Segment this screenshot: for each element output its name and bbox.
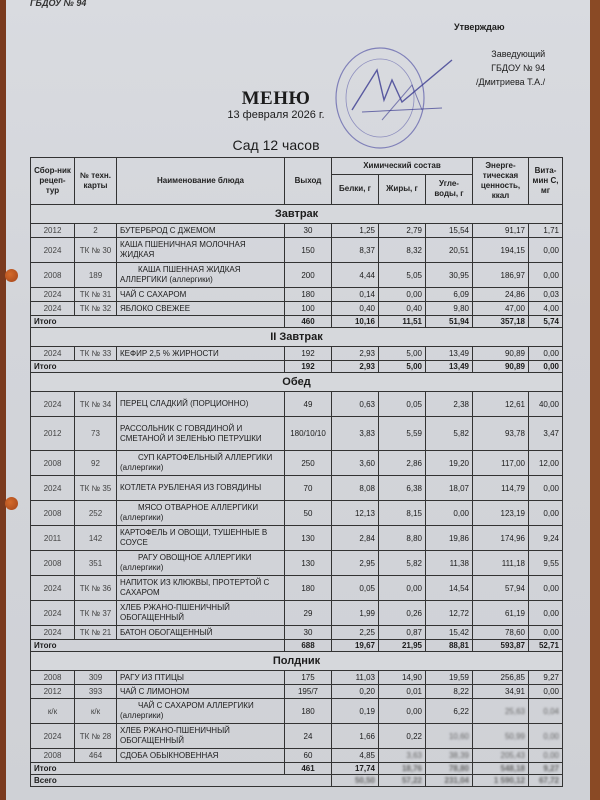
cell-protein: 0,20 xyxy=(332,685,379,699)
cell-output: 60 xyxy=(285,749,332,763)
cell-fat: 5,59 xyxy=(379,417,426,451)
cell-fat: 0,26 xyxy=(379,601,426,626)
table-row xyxy=(31,601,563,626)
cell-vitc: 0,03 xyxy=(529,288,563,302)
cell-vitc: 0,00 xyxy=(529,576,563,601)
cell-carbs: 19,59 xyxy=(426,671,473,685)
col-chem-group: Химический состав xyxy=(332,158,473,175)
cell-collection-year: 2012 xyxy=(31,685,75,699)
cell-carbs: 9,80 xyxy=(426,302,473,316)
total-output: 192 xyxy=(285,361,332,373)
cell-vitc: 4,00 xyxy=(529,302,563,316)
section-total-row xyxy=(31,640,563,652)
cell-output: 29 xyxy=(285,601,332,626)
cell-output: 180/10/10 xyxy=(285,417,332,451)
table-row xyxy=(31,699,563,724)
cell-tech-card: ТК № 21 xyxy=(75,626,117,640)
cell-fat: 5,05 xyxy=(379,263,426,288)
cell-fat: 2,86 xyxy=(379,451,426,476)
group-title: Сад 12 часов xyxy=(232,137,320,153)
cell-vitc: 12,00 xyxy=(529,451,563,476)
cell-fat: 0,00 xyxy=(379,288,426,302)
total-carbs: 51,94 xyxy=(426,316,473,328)
cell-tech-card: 464 xyxy=(75,749,117,763)
col-dish-name: Наименование блюда xyxy=(117,158,285,205)
cell-carbs: 11,38 xyxy=(426,551,473,576)
section-total-row xyxy=(31,763,563,775)
cell-vitc: 0,00 xyxy=(529,626,563,640)
cell-carbs: 5,82 xyxy=(426,417,473,451)
table-row xyxy=(31,263,563,288)
cell-protein: 8,08 xyxy=(332,476,379,501)
cell-fat: 2,79 xyxy=(379,224,426,238)
total-output: 461 xyxy=(285,763,332,775)
total-label: Итого xyxy=(31,316,285,328)
cell-collection-year: 2024 xyxy=(31,302,75,316)
cell-protein: 0,63 xyxy=(332,392,379,417)
col-carbs: Угле-воды, г xyxy=(426,174,473,204)
cell-protein: 1,66 xyxy=(332,724,379,749)
cell-dish-name: МЯСО ОТВАРНОЕ АЛЛЕРГИКИ (аллергики) xyxy=(117,501,285,526)
cell-dish-name: ХЛЕБ РЖАНО-ПШЕНИЧНЫЙ ОБОГАЩЕННЫЙ xyxy=(117,601,285,626)
cell-protein: 12,13 xyxy=(332,501,379,526)
total-vitc: 0,00 xyxy=(529,361,563,373)
section-title: Полдник xyxy=(31,652,563,671)
cell-fat: 0,22 xyxy=(379,724,426,749)
cell-energy: 47,00 xyxy=(473,302,529,316)
cell-energy: 205,43 xyxy=(473,749,529,763)
cell-protein: 2,25 xyxy=(332,626,379,640)
col-energy: Энерге-тическая ценность, ккал xyxy=(473,158,529,205)
cell-tech-card: ТК № 33 xyxy=(75,347,117,361)
cell-vitc: 0,00 xyxy=(529,347,563,361)
cell-dish-name: ЧАЙ С САХАРОМ АЛЛЕРГИКИ (аллергики) xyxy=(117,699,285,724)
cell-output: 250 xyxy=(285,451,332,476)
cell-dish-name: КАРТОФЕЛЬ И ОВОЩИ, ТУШЕННЫЕ В СОУСЕ xyxy=(117,526,285,551)
total-fat: 5,00 xyxy=(379,361,426,373)
cell-carbs: 15,42 xyxy=(426,626,473,640)
cell-vitc: 0,04 xyxy=(529,699,563,724)
cell-energy: 78,60 xyxy=(473,626,529,640)
cell-output: 24 xyxy=(285,724,332,749)
cell-output: 130 xyxy=(285,526,332,551)
cell-tech-card: 92 xyxy=(75,451,117,476)
approver-block xyxy=(476,47,545,89)
cell-tech-card: 309 xyxy=(75,671,117,685)
approver-org: ГБДОУ № 94 xyxy=(491,63,546,73)
total-energy: 357,18 xyxy=(473,316,529,328)
cell-fat: 8,80 xyxy=(379,526,426,551)
cell-carbs: 15,54 xyxy=(426,224,473,238)
page-title: МЕНЮ xyxy=(241,88,311,109)
cell-tech-card: 351 xyxy=(75,551,117,576)
cell-energy: 123,19 xyxy=(473,501,529,526)
cell-protein: 2,93 xyxy=(332,347,379,361)
pin-dot-icon xyxy=(5,497,18,510)
menu-table xyxy=(30,157,563,787)
total-energy: 593,87 xyxy=(473,640,529,652)
cell-collection-year: 2024 xyxy=(31,724,75,749)
total-vitc: 52,71 xyxy=(529,640,563,652)
cell-dish-name: КЕФИР 2,5 % ЖИРНОСТИ xyxy=(117,347,285,361)
col-output: Выход xyxy=(285,158,332,205)
grand-total-label: Всего xyxy=(31,775,332,787)
total-vitc: 5,74 xyxy=(529,316,563,328)
cell-dish-name: ЯБЛОКО СВЕЖЕЕ xyxy=(117,302,285,316)
cell-collection-year: 2012 xyxy=(31,224,75,238)
cell-protein: 1,99 xyxy=(332,601,379,626)
col-protein: Белки, г xyxy=(332,174,379,204)
cell-carbs: 0,00 xyxy=(426,501,473,526)
approve-label: Утверждаю xyxy=(454,22,505,32)
cell-carbs: 6,09 xyxy=(426,288,473,302)
cell-fat: 0,40 xyxy=(379,302,426,316)
cell-carbs: 6,22 xyxy=(426,699,473,724)
cell-output: 100 xyxy=(285,302,332,316)
cell-carbs: 10,60 xyxy=(426,724,473,749)
cell-fat: 8,32 xyxy=(379,238,426,263)
total-label: Итого xyxy=(31,361,285,373)
cell-carbs: 18,07 xyxy=(426,476,473,501)
table-row xyxy=(31,238,563,263)
cell-energy: 186,97 xyxy=(473,263,529,288)
col-fat: Жиры, г xyxy=(379,174,426,204)
cell-collection-year: 2024 xyxy=(31,576,75,601)
cell-carbs: 19,20 xyxy=(426,451,473,476)
table-row xyxy=(31,476,563,501)
cell-fat: 0,87 xyxy=(379,626,426,640)
cell-output: 30 xyxy=(285,224,332,238)
cell-protein: 3,60 xyxy=(332,451,379,476)
cell-collection-year: 2008 xyxy=(31,501,75,526)
cell-protein: 2,95 xyxy=(332,551,379,576)
total-protein: 19,67 xyxy=(332,640,379,652)
cell-vitc: 0,00 xyxy=(529,749,563,763)
grand-total-row xyxy=(31,775,563,787)
cell-protein: 0,40 xyxy=(332,302,379,316)
cell-carbs: 2,38 xyxy=(426,392,473,417)
menu-document xyxy=(6,0,590,800)
cell-dish-name: БАТОН ОБОГАЩЕННЫЙ xyxy=(117,626,285,640)
cell-dish-name: НАПИТОК ИЗ КЛЮКВЫ, ПРОТЕРТОЙ С САХАРОМ xyxy=(117,576,285,601)
cell-energy: 93,78 xyxy=(473,417,529,451)
cell-tech-card: ТК № 34 xyxy=(75,392,117,417)
table-row xyxy=(31,224,563,238)
cell-carbs: 14,54 xyxy=(426,576,473,601)
cell-fat: 14,90 xyxy=(379,671,426,685)
table-row xyxy=(31,526,563,551)
total-label: Итого xyxy=(31,763,285,775)
cell-dish-name: КАША ПШЕННАЯ ЖИДКАЯ АЛЛЕРГИКИ (аллергики) xyxy=(117,263,285,288)
cell-vitc: 9,55 xyxy=(529,551,563,576)
cell-dish-name: СУП КАРТОФЕЛЬНЫЙ АЛЛЕРГИКИ (аллергики) xyxy=(117,451,285,476)
menu-date: 13 февраля 2026 г. xyxy=(227,109,325,121)
col-vitamin-c: Вита-мин С, мг xyxy=(529,158,563,205)
cell-vitc: 1,71 xyxy=(529,224,563,238)
cell-energy: 256,85 xyxy=(473,671,529,685)
cell-dish-name: РАССОЛЬНИК С ГОВЯДИНОЙ И СМЕТАНОЙ И ЗЕЛЕНЬЮ ПЕТРУШКИ xyxy=(117,417,285,451)
cell-collection-year: 2008 xyxy=(31,749,75,763)
cell-collection-year: к/к xyxy=(31,699,75,724)
cell-dish-name: ХЛЕБ РЖАНО-ПШЕНИЧНЫЙ ОБОГАЩЕННЫЙ xyxy=(117,724,285,749)
cell-vitc: 9,24 xyxy=(529,526,563,551)
col-collection: Сбор-ник рецеп-тур xyxy=(31,158,75,205)
cell-protein: 1,25 xyxy=(332,224,379,238)
table-row xyxy=(31,551,563,576)
cell-vitc: 0,00 xyxy=(529,263,563,288)
section-header xyxy=(31,328,563,347)
cell-energy: 91,17 xyxy=(473,224,529,238)
total-carbs: 13,49 xyxy=(426,361,473,373)
cell-protein: 0,14 xyxy=(332,288,379,302)
cell-collection-year: 2024 xyxy=(31,347,75,361)
cell-collection-year: 2024 xyxy=(31,392,75,417)
table-row xyxy=(31,576,563,601)
cell-tech-card: ТК № 32 xyxy=(75,302,117,316)
cell-carbs: 20,51 xyxy=(426,238,473,263)
cell-tech-card: к/к xyxy=(75,699,117,724)
cell-collection-year: 2008 xyxy=(31,671,75,685)
cell-collection-year: 2008 xyxy=(31,263,75,288)
cell-fat: 6,38 xyxy=(379,476,426,501)
cell-output: 175 xyxy=(285,671,332,685)
table-row xyxy=(31,392,563,417)
cell-collection-year: 2011 xyxy=(31,526,75,551)
table-row xyxy=(31,417,563,451)
cell-energy: 12,61 xyxy=(473,392,529,417)
cell-output: 180 xyxy=(285,576,332,601)
total-protein: 10,16 xyxy=(332,316,379,328)
cell-dish-name: ЧАЙ С САХАРОМ xyxy=(117,288,285,302)
cell-protein: 2,84 xyxy=(332,526,379,551)
table-row xyxy=(31,501,563,526)
cell-output: 150 xyxy=(285,238,332,263)
cell-collection-year: 2008 xyxy=(31,451,75,476)
cell-energy: 194,15 xyxy=(473,238,529,263)
cell-carbs: 19,86 xyxy=(426,526,473,551)
table-row xyxy=(31,671,563,685)
total-carbs: 78,80 xyxy=(426,763,473,775)
cell-fat: 0,01 xyxy=(379,685,426,699)
cell-fat: 0,00 xyxy=(379,699,426,724)
cell-vitc: 3,47 xyxy=(529,417,563,451)
cell-tech-card: ТК № 28 xyxy=(75,724,117,749)
table-row xyxy=(31,288,563,302)
cell-energy: 50,99 xyxy=(473,724,529,749)
cell-output: 195/7 xyxy=(285,685,332,699)
cell-collection-year: 2024 xyxy=(31,238,75,263)
cell-fat: 0,00 xyxy=(379,576,426,601)
cell-protein: 0,19 xyxy=(332,699,379,724)
grand-total-vitc: 67,72 xyxy=(529,775,563,787)
cell-energy: 174,96 xyxy=(473,526,529,551)
cell-vitc: 9,27 xyxy=(529,671,563,685)
cell-tech-card: 393 xyxy=(75,685,117,699)
section-title: II Завтрак xyxy=(31,328,563,347)
total-carbs: 88,81 xyxy=(426,640,473,652)
cell-tech-card: 73 xyxy=(75,417,117,451)
total-output: 688 xyxy=(285,640,332,652)
total-fat: 18,76 xyxy=(379,763,426,775)
section-title: Завтрак xyxy=(31,205,563,224)
cell-collection-year: 2024 xyxy=(31,476,75,501)
cell-output: 70 xyxy=(285,476,332,501)
total-vitc: 9,27 xyxy=(529,763,563,775)
cell-carbs: 13,49 xyxy=(426,347,473,361)
total-label: Итого xyxy=(31,640,285,652)
cell-energy: 57,94 xyxy=(473,576,529,601)
cell-protein: 8,37 xyxy=(332,238,379,263)
cell-output: 180 xyxy=(285,288,332,302)
cell-tech-card: ТК № 31 xyxy=(75,288,117,302)
section-header xyxy=(31,652,563,671)
table-row xyxy=(31,302,563,316)
grand-total-carbs: 231,04 xyxy=(426,775,473,787)
cell-carbs: 30,95 xyxy=(426,263,473,288)
cell-fat: 0,05 xyxy=(379,392,426,417)
table-row xyxy=(31,749,563,763)
grand-total-protein: 50,50 xyxy=(332,775,379,787)
cell-dish-name: ПЕРЕЦ СЛАДКИЙ (ПОРЦИОННО) xyxy=(117,392,285,417)
cell-collection-year: 2024 xyxy=(31,288,75,302)
table-row xyxy=(31,626,563,640)
total-energy: 90,89 xyxy=(473,361,529,373)
cell-vitc: 40,00 xyxy=(529,392,563,417)
section-total-row xyxy=(31,316,563,328)
cell-tech-card: ТК № 35 xyxy=(75,476,117,501)
cell-tech-card: 2 xyxy=(75,224,117,238)
cell-vitc: 0,00 xyxy=(529,501,563,526)
total-protein: 17,74 xyxy=(332,763,379,775)
cell-tech-card: ТК № 36 xyxy=(75,576,117,601)
table-row xyxy=(31,724,563,749)
cell-tech-card: ТК № 30 xyxy=(75,238,117,263)
section-total-row xyxy=(31,361,563,373)
col-tech-card: № техн. карты xyxy=(75,158,117,205)
cell-output: 49 xyxy=(285,392,332,417)
cell-dish-name: КАША ПШЕНИЧНАЯ МОЛОЧНАЯ ЖИДКАЯ xyxy=(117,238,285,263)
cell-output: 200 xyxy=(285,263,332,288)
cell-protein: 11,03 xyxy=(332,671,379,685)
cell-output: 50 xyxy=(285,501,332,526)
cell-dish-name: РАГУ ИЗ ПТИЦЫ xyxy=(117,671,285,685)
cell-output: 180 xyxy=(285,699,332,724)
cell-dish-name: РАГУ ОВОЩНОЕ АЛЛЕРГИКИ (аллергики) xyxy=(117,551,285,576)
cell-dish-name: ЧАЙ С ЛИМОНОМ xyxy=(117,685,285,699)
cell-collection-year: 2008 xyxy=(31,551,75,576)
cell-collection-year: 2024 xyxy=(31,601,75,626)
cell-fat: 5,00 xyxy=(379,347,426,361)
cell-fat: 8,15 xyxy=(379,501,426,526)
approver-title: Заведующий xyxy=(491,49,546,59)
total-protein: 2,93 xyxy=(332,361,379,373)
cell-protein: 3,83 xyxy=(332,417,379,451)
cell-carbs: 12,72 xyxy=(426,601,473,626)
total-fat: 11,51 xyxy=(379,316,426,328)
pin-dot-icon xyxy=(5,269,18,282)
cell-fat: 3,63 xyxy=(379,749,426,763)
cell-collection-year: 2012 xyxy=(31,417,75,451)
table-row xyxy=(31,347,563,361)
cell-energy: 111,18 xyxy=(473,551,529,576)
cell-vitc: 0,00 xyxy=(529,238,563,263)
cell-protein: 0,05 xyxy=(332,576,379,601)
cell-tech-card: 252 xyxy=(75,501,117,526)
cell-collection-year: 2024 xyxy=(31,626,75,640)
cell-tech-card: 142 xyxy=(75,526,117,551)
total-energy: 548,18 xyxy=(473,763,529,775)
cell-output: 30 xyxy=(285,626,332,640)
org-header: ГБДОУ № 94 xyxy=(30,0,87,8)
approver-name: /Дмитриева Т.А./ xyxy=(476,77,546,87)
cell-dish-name: КОТЛЕТА РУБЛЕНАЯ ИЗ ГОВЯДИНЫ xyxy=(117,476,285,501)
cell-dish-name: СДОБА ОБЫКНОВЕННАЯ xyxy=(117,749,285,763)
cell-fat: 5,82 xyxy=(379,551,426,576)
total-fat: 21,95 xyxy=(379,640,426,652)
cell-vitc: 0,00 xyxy=(529,724,563,749)
table-row xyxy=(31,451,563,476)
cell-protein: 4,44 xyxy=(332,263,379,288)
cell-energy: 61,19 xyxy=(473,601,529,626)
grand-total-fat: 57,22 xyxy=(379,775,426,787)
cell-energy: 114,79 xyxy=(473,476,529,501)
section-header xyxy=(31,205,563,224)
cell-energy: 34,91 xyxy=(473,685,529,699)
cell-output: 130 xyxy=(285,551,332,576)
table-row xyxy=(31,685,563,699)
grand-total-energy: 1 590,12 xyxy=(473,775,529,787)
cell-vitc: 0,00 xyxy=(529,601,563,626)
cell-energy: 117,00 xyxy=(473,451,529,476)
cell-energy: 25,63 xyxy=(473,699,529,724)
total-output: 460 xyxy=(285,316,332,328)
cell-vitc: 0,00 xyxy=(529,685,563,699)
cell-dish-name: БУТЕРБРОД С ДЖЕМОМ xyxy=(117,224,285,238)
section-header xyxy=(31,373,563,392)
cell-carbs: 38,39 xyxy=(426,749,473,763)
cell-tech-card: 189 xyxy=(75,263,117,288)
section-title: Обед xyxy=(31,373,563,392)
cell-protein: 4,85 xyxy=(332,749,379,763)
cell-energy: 24,86 xyxy=(473,288,529,302)
cell-carbs: 8,22 xyxy=(426,685,473,699)
cell-output: 192 xyxy=(285,347,332,361)
background-edge xyxy=(590,0,600,800)
cell-energy: 90,89 xyxy=(473,347,529,361)
cell-tech-card: ТК № 37 xyxy=(75,601,117,626)
cell-vitc: 0,00 xyxy=(529,476,563,501)
